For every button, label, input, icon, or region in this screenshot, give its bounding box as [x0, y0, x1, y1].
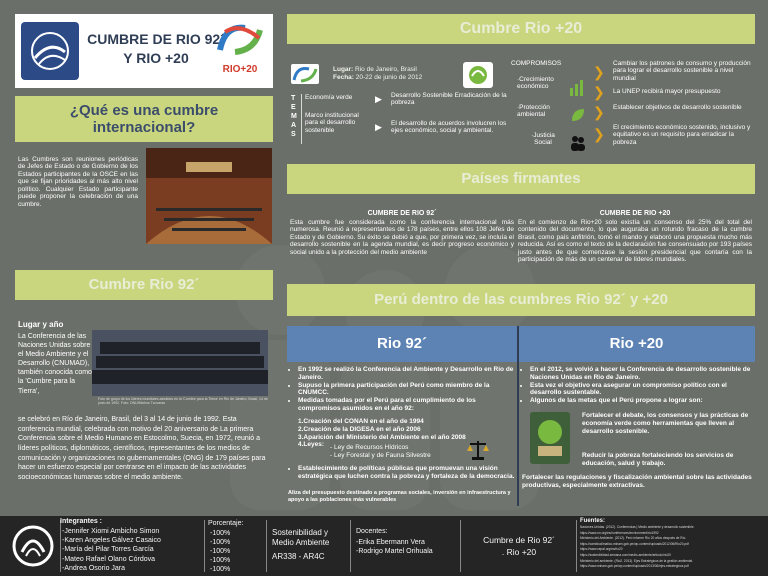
paises-title: Países firmantes: [461, 170, 581, 187]
list-item: https://sostenibilidad.semana.com/medio-ambiente/articulo/rio20: [580, 552, 671, 557]
peru-rio92-title: Rio 92´: [376, 335, 427, 352]
course-line: Medio Ambiente: [272, 538, 330, 547]
porcentaje-label: Porcentaje:: [208, 520, 244, 527]
rio20-header-bar: [287, 14, 755, 44]
center-title-line: . Rio +20: [501, 547, 537, 557]
list-item: -Rodrigo Martel Orihuala: [356, 548, 433, 555]
docentes-label: Docentes:: [356, 528, 388, 535]
list-item: -100%: [210, 566, 231, 573]
conference-hall-image: [146, 148, 272, 244]
rio92-left-header: [15, 270, 273, 300]
peru-column-divider: [517, 326, 519, 506]
footer-divider: [576, 520, 577, 572]
temas-letter: S: [291, 131, 296, 138]
peru-rio20-header: [518, 326, 755, 362]
temas-divider: [301, 94, 302, 144]
paises-rio20-text: En el comienzo de Rio+20 solo existía un consenso del 25% del total del contenido del documento, lo que auguraba un rotundo fracaso de la cumbre Brasil, como país anfitrión, tomó el mando y elaboró una propuesta mucho más reducida. Así es como el texto de la declaración fue consensuado por 193 países justo antes de que comenzase la sesión presidencial que contaría con la participación de más de un centenar de líderes mundiales.: [518, 219, 752, 264]
temas-letter: T: [291, 95, 296, 102]
list-item: -Karen Angeles Gálvez Casaico: [62, 537, 161, 545]
rio20-goal: Reducir la pobreza fortaleciendo los servicios de educación, salud y trabajo.: [582, 452, 734, 467]
footer-divider: [60, 520, 61, 572]
rio20-logo-text: RIO+20: [222, 64, 258, 75]
list-item: https://www.un.org/es/conferences/environment/rio1992: [580, 530, 659, 535]
footer-divider: [460, 520, 461, 572]
rio20-goal: Fortalecer las regulaciones y fiscalización ambiental sobre las actividades productivas, especialmente extractivas.: [522, 474, 752, 489]
tema-right-1: Desarrollo Sostenible Erradicación de la pobreza: [391, 92, 507, 107]
list-item: • Supuso la primera participación del Perú como miembro de la CNUMCC.: [298, 382, 516, 398]
integrantes-list: [62, 527, 202, 573]
rio92-left-text-short: La Conferencia de las Naciones Unidas sobre el Medio Ambiente y el Desarrollo (CNUMAD), también conocida como la 'Cumbre para la Tierra',: [18, 333, 92, 395]
temas-letter: E: [291, 104, 296, 111]
footer-divider: [266, 520, 267, 572]
list-item: 1.Creación del CONAN en el año de 1994: [298, 418, 424, 425]
bar-chart-icon: [569, 78, 587, 96]
list-item: 2.Creación de la DIGESA en el año 2006: [298, 425, 421, 433]
list-item: -Andrea Osorio Jara: [62, 564, 126, 572]
peru-title: Perú dentro de las cumbres Rio 92´ y +20: [374, 291, 668, 308]
paises-rio92-title: CUMBRE DE RIO 92´: [367, 210, 437, 217]
compromiso-text: El crecimiento económico sostenido, inclusivo y equitativo es un requisito para erradicar la pobreza: [613, 124, 751, 146]
group-photo-image: [92, 330, 268, 396]
footer-divider: [204, 520, 205, 572]
rio20-small-logo-icon: [291, 64, 319, 84]
leyes-list: [330, 444, 470, 461]
temas-letter: M: [291, 113, 297, 120]
center-title: [464, 534, 574, 558]
list-item: -100%: [210, 539, 231, 546]
tema-arrow-icon: ▶: [375, 122, 382, 132]
list-item: • Establecimiento de políticas públicas que promuevan una visión estratégica que luchen contra la pobreza y fortaleza de la democracia.: [298, 465, 516, 481]
docentes-list: [356, 538, 456, 556]
list-item: -100%: [210, 557, 231, 564]
lugar-label: Lugar:: [333, 66, 354, 73]
list-item: https://cambioclimatico.minam.gob.pe/wp-content/uploads/2012/06/Rio20.pdf: [580, 541, 689, 546]
leaf-icon: [569, 106, 587, 124]
paises-header: [287, 164, 755, 194]
chevron-right-icon: ❯: [593, 104, 605, 120]
peru-rio20-list: [522, 366, 752, 405]
temas-letters: [291, 94, 299, 139]
compromiso-label: ·Crecimiento económico: [517, 76, 554, 91]
compromiso-text: Cambiar los patrones de consumo y producción para lograr el desarrollo sostenible a nivel mundial: [613, 60, 751, 82]
list-item: -María del Pilar Torres García: [62, 546, 154, 554]
compromiso-label: ·Justicia Social: [531, 132, 555, 147]
list-item: -Jennifer Xiomi Ambicho Simon: [62, 528, 160, 535]
rio20-title: Cumbre Rio +20: [459, 20, 583, 37]
header-title-line1: CUMBRE DE RIO 92´: [87, 31, 225, 47]
paises-rio92-text: Esta cumbre fue considerada como la conferencia internacional más numerosa. Reunió a representantes de 178 países, entre ellos 108 Jefes de Estado y de Gobierno. Su éxito se debió a que, por primera vez, se incluía el desarrollo sostenible en la agenda mundial, es decir progreso económico y social unido a la protección del medio ambiente: [290, 219, 514, 256]
group-photo-caption: Foto de grupo de los líderes mundiales asistidos en la 'Cumbre para la Tierra' en Rio de Janeiro, Brasil, 14 de junio de 1992. Foto: ONU/Michos Tzovaras: [98, 397, 268, 406]
porcentaje-list: [210, 529, 230, 574]
tema-right-2: El desarrollo de acuerdos involucren los ejes económico, social y ambiental.: [391, 120, 507, 135]
list-item: - Ley Forestal y de Fauna Silvestre: [330, 452, 431, 460]
list-item: • En el 2012, se volvió a hacer la Conferencia de desarrollo sostenible de Naciones Unidas en Rio de Janeiro.: [530, 366, 752, 382]
fecha-value: 20-22 de junio de 2012: [355, 74, 423, 81]
chevron-right-icon: ❯: [593, 84, 605, 100]
que-es-text: Las Cumbres son reuniones periódicas de Jefes de Estado o de Gobierno de los Estados participantes de la OSCE en las que se fijan prioridades al más alto nivel político. Cualquier Estado participante puede proponer la celebración de una cumbre.: [18, 156, 138, 208]
fuentes-list: [580, 525, 766, 570]
people-icon: [569, 134, 587, 152]
list-item: https://www.minam.gob.pe/wp-content/uploads/2013/06/ejes-estrategicos.pdf: [580, 564, 689, 569]
course-line: Sostenibilidad y: [272, 528, 329, 537]
list-item: Naciones Unidas. (2012). Conferencias | Medio ambiente y desarrollo sostenible.: [580, 525, 695, 529]
course-name: [272, 528, 329, 548]
tema-left-1: Economía verde: [305, 94, 353, 101]
integrantes-label: Integrantes :: [60, 518, 103, 525]
lugar-value: Rio de Janeiro, Brasil: [355, 66, 417, 73]
list-item: Ministerio del ambiente. (Rio2. 2013). Ejes Estratégicos de la gestión ambiental.: [580, 558, 694, 563]
university-logo-icon: [12, 524, 54, 568]
list-item: • Esta vez el objetivo era asegurar un compromiso político con el desarrollo sustentable.: [530, 382, 752, 398]
green-logo-icon: [463, 62, 493, 88]
paises-rio20-title: CUMBRE DE RIO +20: [599, 210, 671, 217]
list-item: - Ley de Recursos Hídricos: [330, 444, 409, 451]
list-item: • En 1992 se realizó la Conferencia del Ambiente y Desarrollo en Rio de Janeiro.: [298, 366, 516, 382]
temas-letter: A: [291, 122, 297, 129]
fecha-label: Fecha:: [333, 74, 354, 81]
peru-rio92-foot: Aliza del presupuesto destinado a programas sociales, inversión en infraestructura y apoyo a las poblaciones más vulnerables: [288, 490, 511, 503]
rio20-info-panel: [287, 54, 755, 162]
header-title-line2: Y RIO +20: [123, 50, 189, 66]
tema-left-2: Marco institucional para el desarrollo sostenible: [305, 112, 359, 134]
list-item: Ministerio del Ambiente. (2012). Perú informe Río 20 años después de Río.: [580, 536, 687, 541]
list-item: 4.Leyes:: [298, 441, 325, 449]
peru-rio20-title: Rio +20: [609, 335, 664, 352]
list-item: • Algunos de las metas que el Perú propone a lograr son:: [530, 397, 752, 405]
fecha-line: [333, 74, 463, 81]
que-es-header: [15, 96, 273, 142]
handshake-icon: [530, 412, 570, 464]
rio92-left-text-long: se celebró en Río de Janeiro, Brasil, del 3 al 14 de junio de 1992. Esta conferencia mundial, celebrada con motivo del 20 aniversario de La primera Conferencia sobre el Medio Humano en Estocolmo, Suecia, en 1972, reunió a líderes políticos, diplomáticos, científicos, representantes de los medios de comunicación y organizaciones no gubernamentales (ONG) de 179 países para hacer un esfuerzo especial por centrarse en el impacto de las actividades socioeconómicas humanas sobre el medio ambiente.: [18, 416, 266, 481]
list-item: 3.Aparición del Ministerio del Ambiente en el año 2008: [298, 433, 466, 441]
course-code: AR338 - AR4C: [272, 552, 325, 561]
footer-divider: [350, 520, 351, 572]
rio92-left-title: Cumbre Rio 92´: [88, 276, 200, 293]
que-es-title: ¿Qué es una cumbre internacional?: [69, 102, 219, 136]
rio20-goal: Fortalecer el debate, los consensos y las prácticas de economía verde como herramientas que lleven al desarrollo sostenible.: [582, 412, 749, 435]
list-item: • Medidas tomadas por el Perú para el cumplimiento de los compromisos asumidos en el año 92:: [298, 397, 516, 413]
compromiso-text: Establecer objetivos de desarrollo sostenible: [613, 104, 742, 111]
peru-rio92-list: [290, 366, 516, 413]
list-item: -100%: [210, 548, 231, 555]
scales-icon: [466, 438, 490, 462]
compromisos-title: COMPROMISOS: [511, 60, 562, 67]
chevron-right-icon: ❯: [593, 126, 605, 142]
list-item: -Erika Ebermann Vera: [356, 539, 425, 546]
peru-header: [287, 284, 755, 316]
center-title-line: Cumbre de Rio 92´: [483, 535, 555, 545]
header-banner: [15, 14, 273, 88]
peru-rio92-last: [290, 465, 516, 481]
compromiso-text: La UNEP recibirá mayor presupuesto: [613, 88, 721, 95]
list-item: -100%: [210, 530, 231, 537]
lugar-line: [333, 66, 463, 73]
tema-arrow-icon: ▶: [375, 94, 382, 104]
fuentes-label: Fuentes:: [580, 518, 606, 524]
compromiso-label: ·Protección ambiental: [517, 104, 550, 119]
rio92-left-lugar-title: Lugar y año: [18, 320, 64, 329]
list-item: https://www.cepal.org/es/rio20: [580, 547, 623, 552]
list-item: -Mateo Rafael Olano Córdova: [62, 555, 155, 563]
chevron-right-icon: ❯: [593, 64, 605, 80]
footer: [0, 516, 768, 576]
peru-rio92-header: [287, 326, 517, 362]
